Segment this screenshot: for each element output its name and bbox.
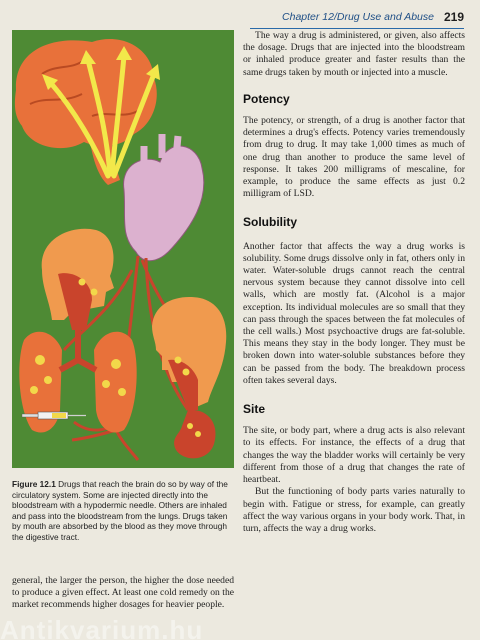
continuation-paragraph: general, the larger the person, the higher the dose needed to produce a given effect. At least one cold remedy on the market recommends higher dosages for heavier people. bbox=[12, 575, 234, 611]
solubility-heading: Solubility bbox=[243, 215, 297, 230]
potency-heading: Potency bbox=[243, 91, 290, 106]
figure-caption-text: Drugs that reach the brain do so by way of the circulatory system. Some are injected directly into the bloodstream with a hypodermic needle. Others are inhaled and pass into the bloodstream from the lungs. Drugs taken by mouth are absorbed by the blood as they move through the digestive tract. bbox=[12, 479, 228, 542]
chapter-title: Chapter 12/Drug Use and Abuse bbox=[282, 11, 434, 23]
solubility-paragraph: Another factor that affects the way a drug works is solubility. Some drugs dissolve only in fat, others only in water. Water-soluble drugs cannot reach the central nervous system because they cannot dissolve into cell walls, which are mostly fat. (Alcohol is a major exception. Its individual molecules are so small that they can pass through the spaces between the fat molecules of the cell walls.) Most psychoactive drugs are fat-soluble. This means they stay in the body longer. They must be broken down into water-soluble substances before they can be passed from the body. The breakdown process often takes several days. bbox=[243, 240, 465, 386]
circulatory-system-illustration bbox=[12, 30, 234, 468]
watermark: Antikvarium.hu bbox=[0, 615, 204, 640]
left-column-text bbox=[12, 575, 234, 612]
stomach-shape bbox=[174, 410, 215, 459]
right-column bbox=[243, 30, 465, 535]
site-heading: Site bbox=[243, 402, 266, 417]
heart-shape bbox=[124, 146, 204, 261]
figure-illustration bbox=[12, 30, 234, 468]
site-paragraph-2: But the functioning of body parts varies naturally to begin with. Fatigue or stress, for example, can greatly affect the way various organs in your body work. That, in turn, affects the way a drug works. bbox=[243, 486, 465, 534]
figure-label: Figure 12.1 bbox=[12, 479, 56, 489]
page-number: 219 bbox=[443, 10, 464, 24]
potency-paragraph: The potency, or strength, of a drug is another factor that determines a drug's effects. Potency varies tremendously from drug to drug. It may take 1,000 times as much of one drug than another to produce the same level of response. It takes 200 milligrams of mescaline, for example, to produce the same effects as just 0.2 milligram of LSD. bbox=[243, 115, 465, 200]
running-header bbox=[250, 6, 464, 29]
intro-paragraph: The way a drug is administered, or given, also affects the dosage. Drugs that are injected into the bloodstream or inhaled produce greater and faster results than the same drugs taken by mouth or injected into a muscle. bbox=[243, 30, 465, 78]
figure-caption bbox=[12, 479, 234, 543]
site-paragraph: The site, or body part, where a drug acts is also relevant to its effects. For instance, the effects of a drug that changes the way the bladder works will certainly be very different from those of a drug that changes the rate of heartbeat. bbox=[243, 425, 465, 486]
